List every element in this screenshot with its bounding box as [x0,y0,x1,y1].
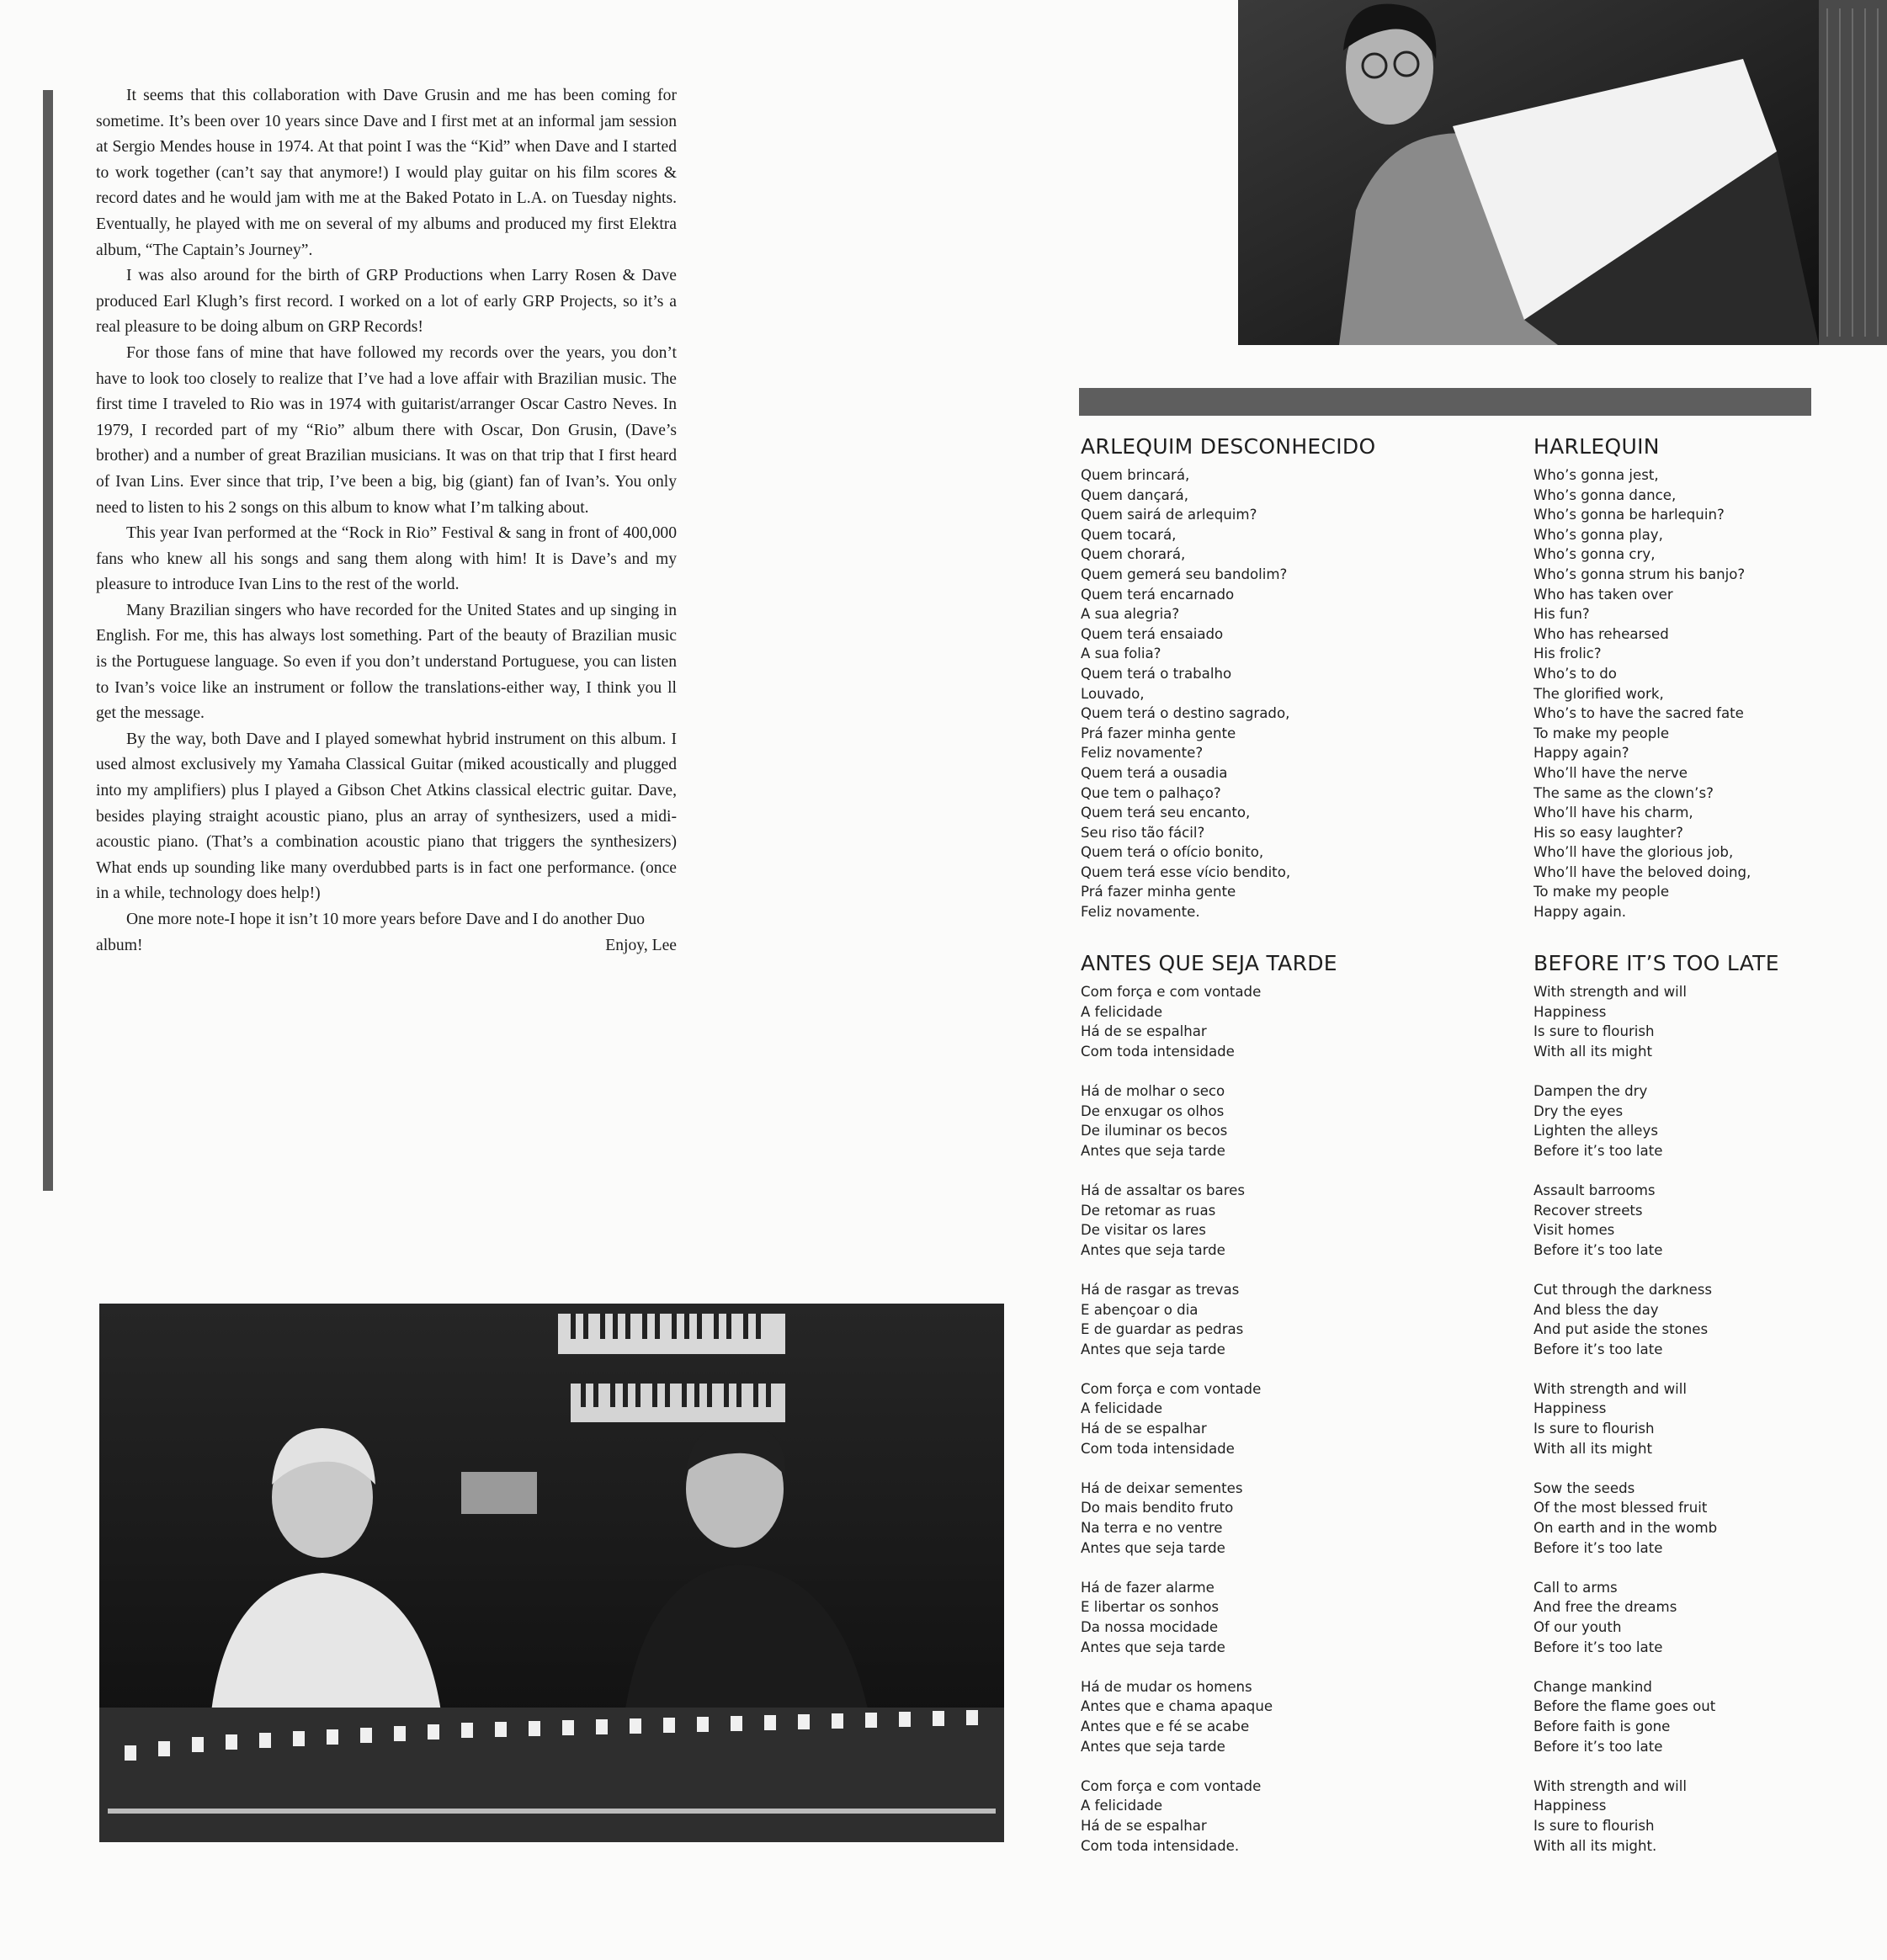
lyric-line: Happiness [1534,1798,1607,1814]
lyric-line: Prá fazer minha gente [1081,725,1236,741]
song2-pt-title: ANTES QUE SEJA TARDE [1081,951,1337,975]
lyric-line: With strength and will [1534,1777,1688,1794]
lyric-line: Lighten the alleys [1534,1123,1658,1139]
song2-en-title: BEFORE IT’S TOO LATE [1534,951,1779,975]
lyric-line: Com força e com vontade [1081,1777,1262,1794]
lyric-stanza [1081,1081,1337,1161]
lyric-line: Before it’s too late [1534,1738,1663,1755]
lyric-line: Who’s to have the sacred fate [1534,705,1744,722]
lyric-line: And bless the day [1534,1301,1659,1318]
lyric-stanza [1081,1777,1337,1856]
liner-paragraph: This year Ivan performed at the “Rock in Rio” Festival & sang in front of 400,000 fans who knew all his songs and sang them along with him! It is Dave’s and my pleasure to introduce Ivan Lins to the rest of the world. [96,524,677,594]
lyric-line: Assault barrooms [1534,1182,1656,1198]
lyric-stanza [1081,1379,1337,1458]
lyric-line: His so easy laughter? [1534,824,1683,841]
lyric-stanza [1081,1181,1337,1260]
lyric-stanza [1534,1181,1779,1260]
lyric-line: De iluminar os becos [1081,1123,1228,1139]
lyric-line: Quem terá a ousadia [1081,764,1228,781]
lyric-line: Antes que seja tarde [1081,1341,1225,1357]
lyric-stanza [1534,1777,1779,1856]
lyric-line: Who has taken over [1534,586,1673,603]
lyric-line: Who’ll have the glorious job, [1534,844,1734,861]
lyric-line: Who has rehearsed [1534,625,1669,642]
lyric-line: Que tem o palhaço? [1081,784,1221,801]
lyric-line: Before faith is gone [1534,1718,1671,1734]
lyric-stanza [1081,982,1337,1061]
lyric-line: And put aside the stones [1534,1321,1709,1338]
lyric-stanza [1534,1280,1779,1359]
lyric-line: Antes que e chama apaque [1081,1698,1273,1715]
photo-pianist [1238,0,1887,345]
lyric-stanza [1081,1280,1337,1359]
lyric-line: Seu riso tão fácil? [1081,824,1205,841]
lyric-line: Happy again? [1534,745,1629,762]
lyric-line: Who’s to do [1534,665,1617,682]
lyric-stanza [1081,1479,1337,1558]
lyric-line: Happiness [1534,1400,1607,1417]
lyric-line: Há de fazer alarme [1081,1579,1215,1596]
lyric-line: Who’s gonna dance, [1534,486,1677,503]
lyric-line: And free the dreams [1534,1599,1677,1616]
lyric-line: With strength and will [1534,1380,1688,1397]
lyric-line: Is sure to flourish [1534,1817,1655,1834]
lyric-line: With all its might. [1534,1837,1657,1854]
lyric-line: Who’s gonna jest, [1534,467,1659,483]
lyric-line: Of our youth [1534,1619,1622,1635]
liner-paragraph: I was also around for the birth of GRP Productions when Larry Rosen & Dave produced Earl Klugh’s first record. I worked on a lot of early GRP Projects, so it’s a real pleasure to be doing album on GRP Records! [96,267,677,337]
lyric-line: To make my people [1534,725,1670,741]
song2-en-stanzas [1534,982,1779,1856]
song2-english-lyrics [1534,948,1779,1876]
lyric-line: Before it’s too late [1534,1539,1663,1556]
lyric-line: Who’ll have his charm, [1534,805,1693,821]
lyric-line: Há de rasgar as trevas [1081,1281,1240,1298]
lyrics-divider-bar [1079,388,1811,416]
lyric-line: Quem brincará, [1081,467,1190,483]
lyric-line: Antes que seja tarde [1081,1639,1225,1655]
lyric-line: Before it’s too late [1534,1142,1663,1159]
lyric-line: Happy again. [1534,904,1627,921]
sidebar-accent-bar [43,90,53,1191]
liner-notes [96,83,677,959]
lyric-line: Louvado, [1081,685,1145,702]
lyric-line: Quem dançará, [1081,486,1189,503]
lyric-line: Dampen the dry [1534,1082,1648,1099]
song2-pt-stanzas [1081,982,1337,1856]
lyric-stanza [1081,1677,1337,1756]
lyric-line: Cut through the darkness [1534,1281,1713,1298]
liner-paragraph: By the way, both Dave and I played somewhat hybrid instrument on this album. I used almost exclusively my Yamaha Classical Guitar (miked acoustically and plugged into my amplifiers) plus I played a Gibson Chet Atkins classical electric guitar. Dave, besides playing straight acoustic piano, plus an array of synthesizers, used a midi-acoustic piano. (That’s a combination acoustic piano that triggers the synthesizers) What ends up sounding like many overdubbed parts is in fact one performance. (once in a while, technology does help!) [96,730,677,903]
lyric-line: Feliz novamente. [1081,904,1200,921]
lyric-line: E libertar os sonhos [1081,1599,1220,1616]
lyric-line: Com toda intensidade [1081,1043,1235,1060]
liner-closing-paragraph [96,907,677,959]
lyric-line: Quem chorará, [1081,546,1186,563]
photo-studio-duo-image [99,1304,1004,1842]
lyric-line: A felicidade [1081,1400,1163,1417]
lyric-stanza [1081,1578,1337,1657]
lyric-line: On earth and in the womb [1534,1520,1718,1537]
lyric-line: Prá fazer minha gente [1081,884,1236,900]
lyric-line: Before it’s too late [1534,1241,1663,1258]
photo-studio-duo [99,1304,1004,1842]
lyric-line: E abençoar o dia [1081,1301,1199,1318]
lyric-line: A felicidade [1081,1003,1163,1020]
lyric-line: Quem terá o ofício bonito, [1081,844,1264,861]
lyric-line: Before it’s too late [1534,1639,1663,1655]
lyric-line: De visitar os lares [1081,1222,1206,1239]
lyric-line: Quem terá seu encanto, [1081,805,1251,821]
lyric-line: Há de assaltar os bares [1081,1182,1246,1198]
song1-portuguese-lyrics [1081,431,1375,922]
lyric-line: De retomar as ruas [1081,1202,1216,1219]
lyric-stanza [1534,1578,1779,1657]
lyric-line: Há de se espalhar [1081,1023,1207,1040]
lyric-line: Dry the eyes [1534,1102,1624,1119]
lyric-line: Who’s gonna cry, [1534,546,1656,563]
lyric-line: Quem sairá de arlequim? [1081,507,1257,523]
lyric-line: Há de se espalhar [1081,1817,1207,1834]
lyric-stanza [1534,1479,1779,1558]
lyric-line: Com força e com vontade [1081,1380,1262,1397]
song1-pt-lines [1081,465,1375,922]
lyric-line: A felicidade [1081,1798,1163,1814]
lyric-stanza [1534,1379,1779,1458]
lyric-line: Who’ll have the nerve [1534,764,1688,781]
lyric-line: To make my people [1534,884,1670,900]
lyric-line: A sua folia? [1081,645,1161,662]
lyric-line: Antes que seja tarde [1081,1738,1225,1755]
lyric-line: Quem terá esse vício bendito, [1081,863,1291,880]
lyric-line: The glorified work, [1534,685,1664,702]
lyric-line: Who’ll have the beloved doing, [1534,863,1751,880]
lyric-line: Sow the seeds [1534,1479,1635,1496]
liner-paragraph: Many Brazilian singers who have recorded for the United States and up singing in English. For me, this has always lost something. Part of the beauty of Brazilian music is the Portuguese language. So even if you don’t understand Portuguese, you can listen to Ivan’s voice like an instrument or follow the translations-either way, I think you ll get the message. [96,601,677,723]
lyric-line: Com toda intensidade [1081,1440,1235,1457]
lyric-line: Há de deixar sementes [1081,1479,1243,1496]
lyric-line: Is sure to flourish [1534,1023,1655,1040]
lyric-line: Com toda intensidade. [1081,1837,1240,1854]
lyric-line: Recover streets [1534,1202,1643,1219]
lyric-line: His frolic? [1534,645,1602,662]
lyric-line: With all its might [1534,1043,1652,1060]
lyric-line: Is sure to flourish [1534,1421,1655,1437]
lyric-line: Antes que e fé se acabe [1081,1718,1250,1734]
lyric-line: Quem tocará, [1081,526,1177,543]
lyric-line: Change mankind [1534,1678,1652,1695]
lyric-line: Who’s gonna strum his banjo? [1534,566,1746,582]
lyric-line: Há de molhar o seco [1081,1082,1225,1099]
lyric-line: A sua alegria? [1081,606,1180,623]
song1-en-lines [1534,465,1751,922]
lyric-line: Antes que seja tarde [1081,1241,1225,1258]
lyric-line: Antes que seja tarde [1081,1539,1225,1556]
lyric-line: Before the flame goes out [1534,1698,1716,1715]
lyric-line: Com força e com vontade [1081,984,1262,1000]
lyric-line: Visit homes [1534,1222,1615,1239]
lyric-line: Call to arms [1534,1579,1618,1596]
lyric-line: The same as the clown’s? [1534,784,1714,801]
lyric-line: E de guardar as pedras [1081,1321,1244,1338]
lyric-line: Quem terá encarnado [1081,586,1235,603]
liner-signature: Enjoy, Lee [605,936,677,954]
lyric-line: De enxugar os olhos [1081,1102,1225,1119]
lyric-stanza [1534,1677,1779,1756]
lyric-line: Of the most blessed fruit [1534,1500,1708,1516]
lyric-line: Há de se espalhar [1081,1421,1207,1437]
song1-en-title: HARLEQUIN [1534,434,1660,459]
lyric-line: Quem terá o trabalho [1081,665,1232,682]
lyric-line: With all its might [1534,1440,1652,1457]
lyric-stanza [1534,982,1779,1061]
lyric-line: Happiness [1534,1003,1607,1020]
lyric-line: Feliz novamente? [1081,745,1204,762]
lyric-line: Há de mudar os homens [1081,1678,1252,1695]
lyric-line: Da nossa mocidade [1081,1619,1219,1635]
lyric-line: Antes que seja tarde [1081,1142,1225,1159]
lyric-line: Who’s gonna play, [1534,526,1663,543]
liner-paragraph: For those fans of mine that have followed my records over the years, you don’t have to look too closely to realize that I’ve had a love affair with Brazilian music. The first time I traveled to Rio was in 1974 with guitarist/arranger Oscar Castro Neves. In 1979, I recorded part of my “Rio” album there with Oscar, Don Grusin, (Dave’s brother) and a number of great Brazilian musicians. It was on that trip that I first heard of Ivan Lins. Ever since that trip, I’ve been a big, big (giant) fan of Ivan’s. You only need to listen to his 2 songs on this album to know what I’m talking about. [96,343,677,517]
lyric-line: Who’s gonna be harlequin? [1534,507,1725,523]
lyric-line: Quem terá ensaiado [1081,625,1224,642]
liner-closing-text: One more note-I hope it isn’t 10 more years before Dave and I do another Duo album! [96,911,646,954]
lyric-line: Quem terá o destino sagrado, [1081,705,1290,722]
liner-paragraph: It seems that this collaboration with Dave Grusin and me has been coming for sometime. It’s been over 10 years since Dave and I first met at an informal jam session at Sergio Mendes house in 1974. At that point I was the “Kid” when Dave and I started to work together (can’t say that anymore!) I would play guitar on his film scores & record dates and he would jam with me at the Baked Potato in L.A. on Tuesday nights. Eventually, he played with me on several of my albums and produced my first Elektra album, “The Captain’s Journey”. [96,87,677,259]
lyric-line: Quem gemerá seu bandolim? [1081,566,1288,582]
lyric-line: Na terra e no ventre [1081,1520,1223,1537]
lyric-line: With strength and will [1534,984,1688,1000]
lyric-stanza [1534,1081,1779,1161]
lyric-line: His fun? [1534,606,1590,623]
song2-portuguese-lyrics [1081,948,1337,1876]
photo-pianist-image [1238,0,1887,345]
song1-english-lyrics [1534,431,1751,922]
song1-pt-title: ARLEQUIM DESCONHECIDO [1081,434,1376,459]
lyric-line: Before it’s too late [1534,1341,1663,1357]
lyric-line: Do mais bendito fruto [1081,1500,1234,1516]
